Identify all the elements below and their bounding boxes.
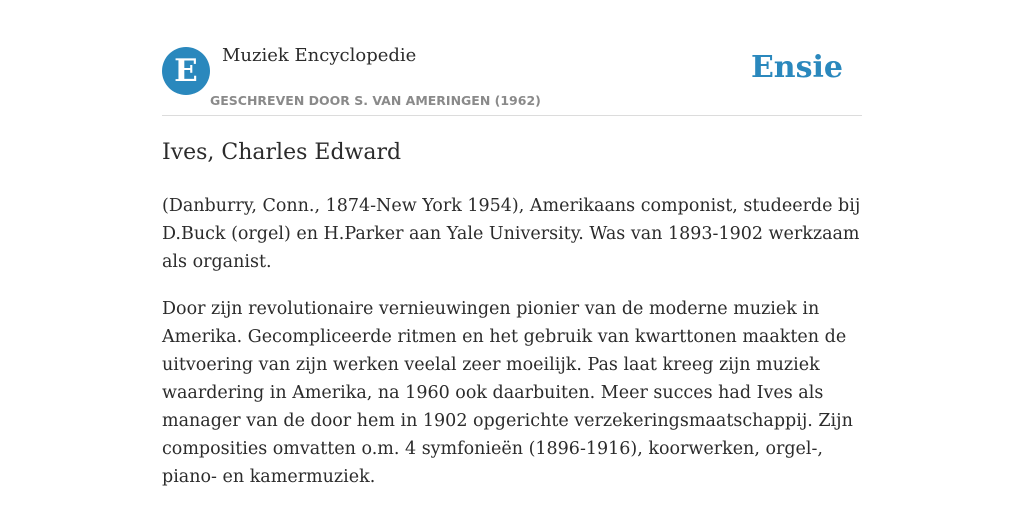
- entry-paragraph: (Danburry, Conn., 1874-New York 1954), Amerikaans componist, studeerde bij D.Buck (orgel) en H.Parker aan Yale University. Was van 1893-1902 werkzaam als organist.: [162, 196, 861, 272]
- author-byline: GESCHREVEN DOOR S. VAN AMERINGEN (1962): [210, 93, 541, 108]
- entry-paragraph: Door zijn revolutionaire vernieuwingen pionier van de moderne muziek in Amerika. Gecompliceerde ritmen en het gebruik van kwarttonen maakten de uitvoering van zijn werken veelal zeer moeilijk. Pas laat kreeg zijn muziek waardering in Amerika, na 1960 ook daarbuiten. Meer succes had Ives als manager van de door hem in 1902 opgerichte verzekeringsmaatschappij. Zijn composities omvatten o.m. 4 symfonieën (1896-1916), koorwerken, orgel-, piano- en kamermuziek.: [162, 299, 853, 487]
- header-divider: [162, 115, 862, 116]
- encyclopedia-logo[interactable]: E: [162, 47, 210, 95]
- entry-title: Ives, Charles Edward: [162, 140, 402, 165]
- book-title-link[interactable]: Muziek Encyclopedie: [222, 45, 417, 66]
- ensie-brand-logo[interactable]: Ensie: [750, 50, 843, 85]
- entry-body: [162, 192, 862, 510]
